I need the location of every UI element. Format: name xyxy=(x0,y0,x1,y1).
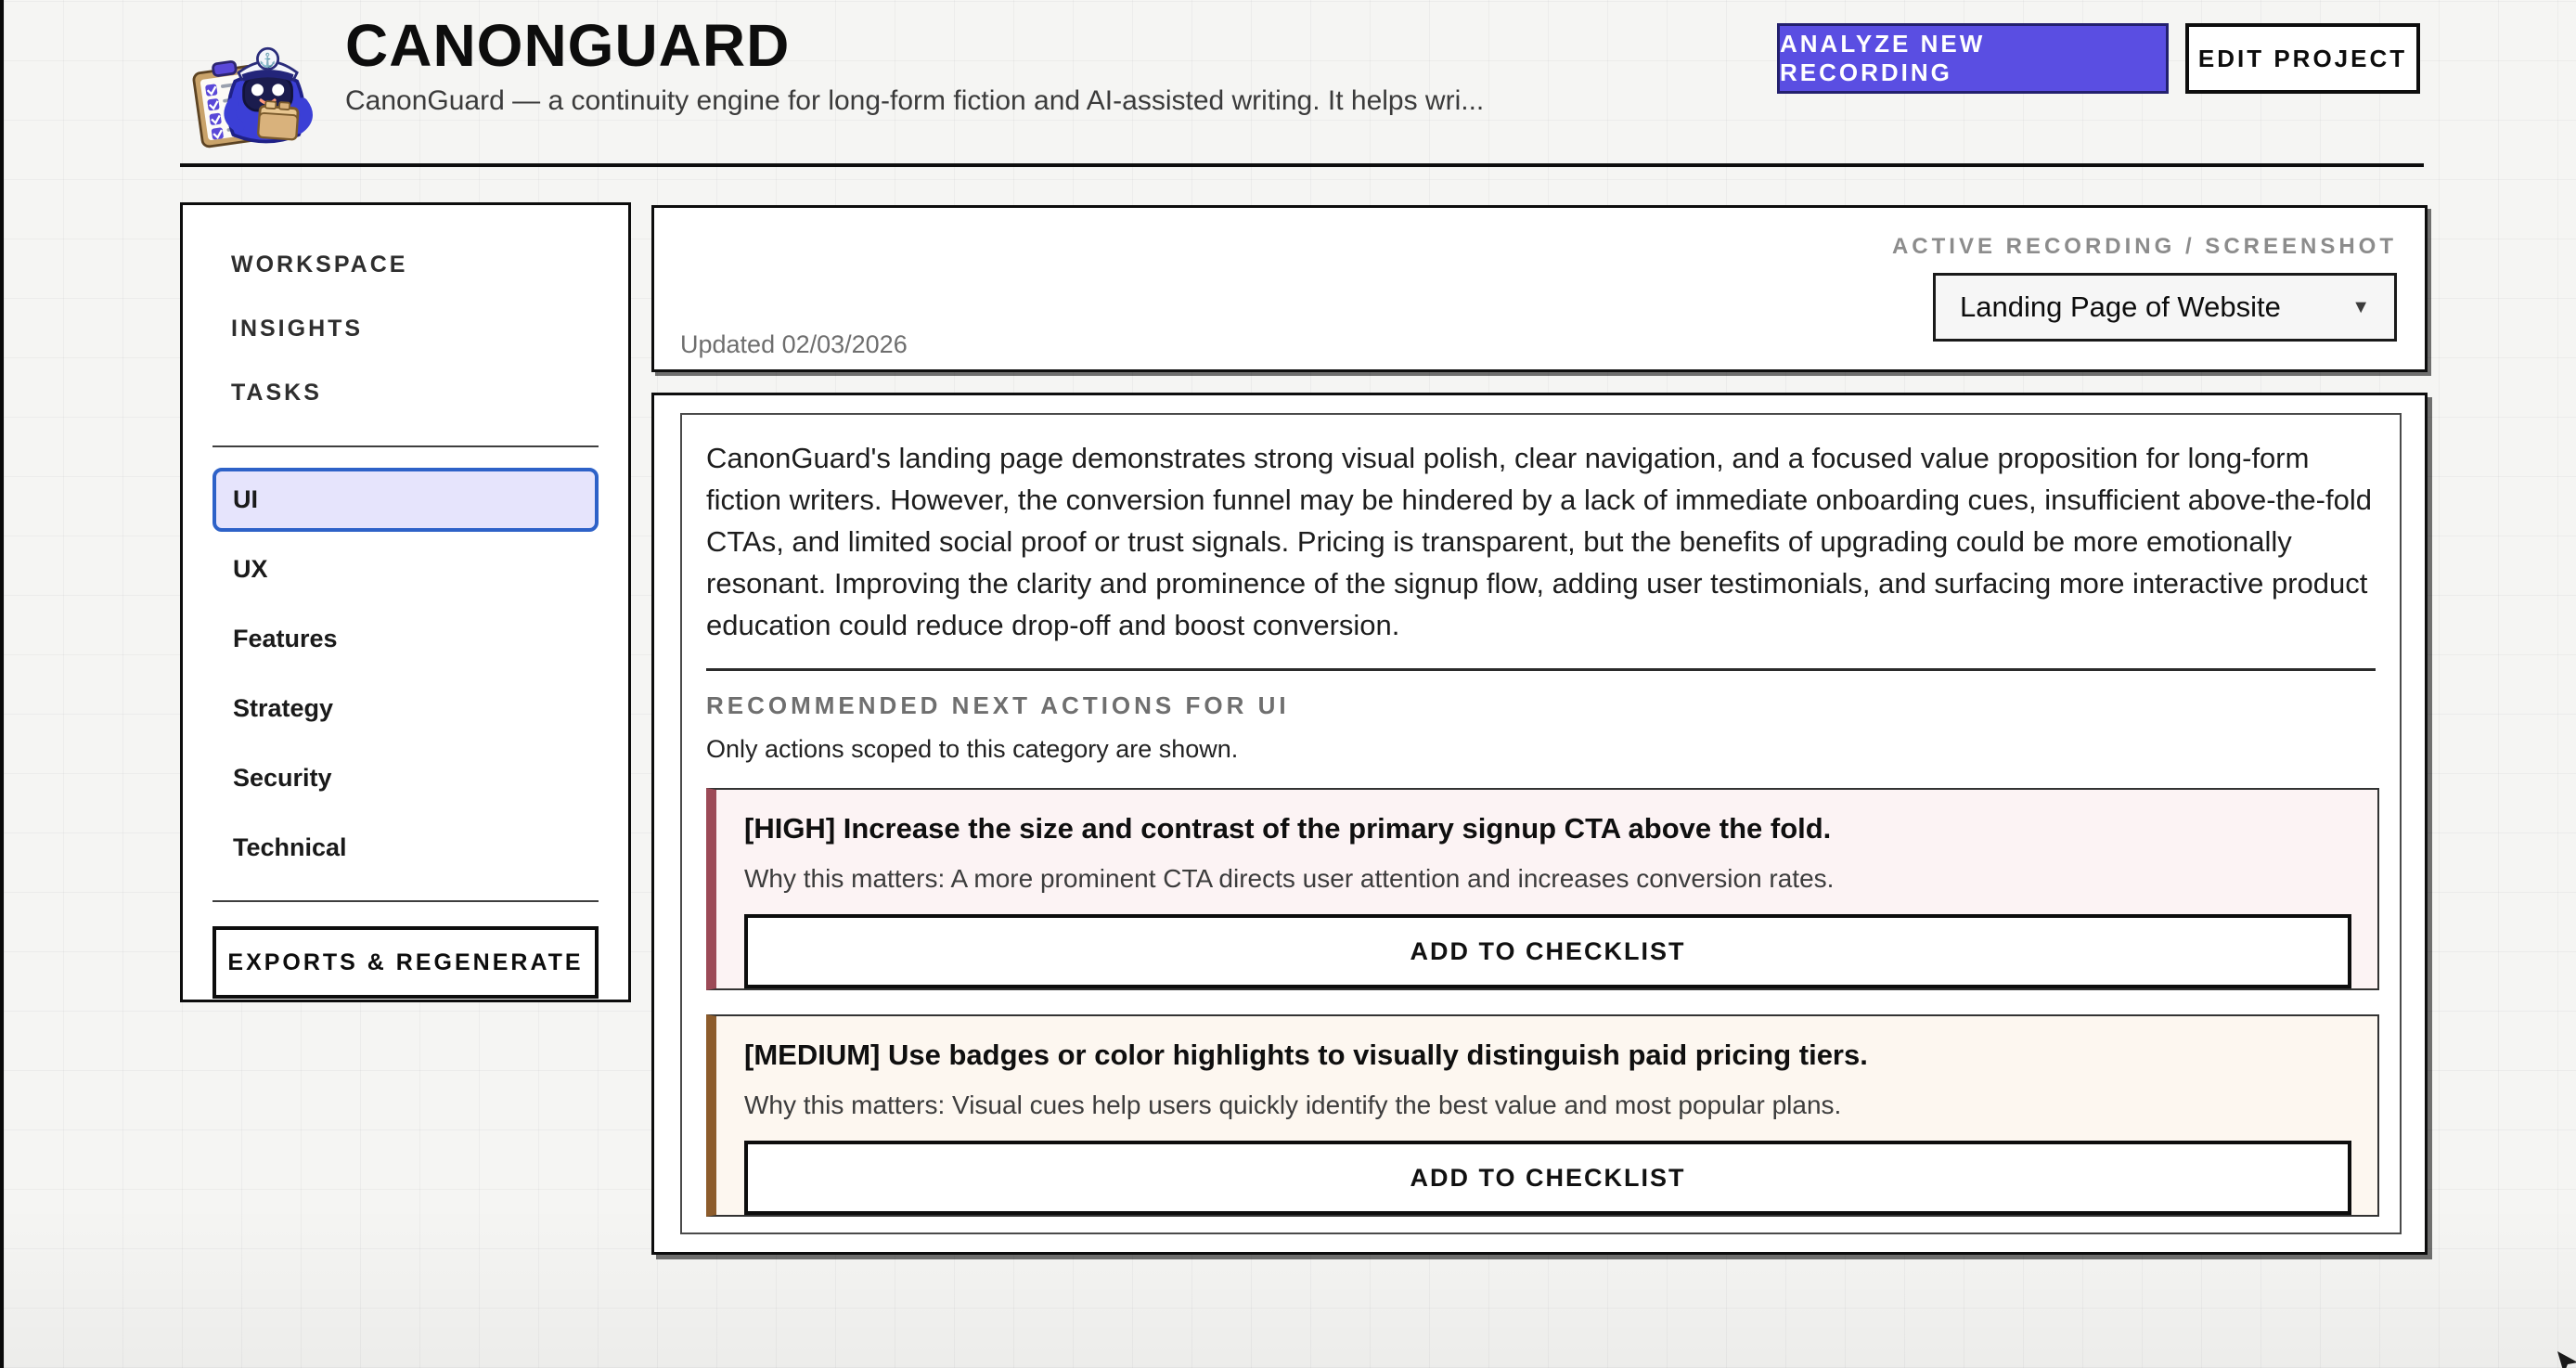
sidebar-item-workspace[interactable]: WORKSPACE xyxy=(231,252,408,277)
action-title: [MEDIUM] Use badges or color highlights to visually distinguish paid pricing tiers. xyxy=(744,1039,1868,1071)
sidebar-item-strategy[interactable]: Strategy xyxy=(233,694,334,722)
analysis-summary: CanonGuard's landing page demonstrates strong visual polish, clear navigation, and a focused value proposition for long-form fiction writers. However, the conversion funnel may be hindered by a lack of immediate onboarding cues, insufficient above-the-fold CTAs, and limited social proof or trust signals. Pricing is transparent, but the benefits of upgrading could be more emotionally resonant. Improving the clarity and prominence of the signup flow, adding user testimonials, and surfacing more interactive product education could reduce drop-off and boost conversion. xyxy=(706,442,2372,641)
recording-select-value: Landing Page of Website xyxy=(1960,290,2281,323)
sidebar-divider xyxy=(213,445,599,447)
svg-text:⚓: ⚓ xyxy=(259,53,277,69)
title-block xyxy=(345,13,1484,117)
sidebar-item-technical[interactable]: Technical xyxy=(233,833,347,861)
add-to-checklist-button[interactable]: ADD TO CHECKLIST xyxy=(744,1141,2351,1215)
mouse-cursor-icon xyxy=(2556,1349,2576,1368)
section-divider xyxy=(706,668,2376,671)
exports-regenerate-button[interactable]: EXPORTS & REGENERATE xyxy=(213,926,599,999)
app-subtitle: CanonGuard — a continuity engine for long-form fiction and AI-assisted writing. It helps wri... xyxy=(345,85,1485,117)
active-recording-panel xyxy=(651,205,2428,372)
header-actions xyxy=(1777,23,2420,94)
recording-select[interactable] xyxy=(1933,273,2397,342)
sidebar-divider xyxy=(213,900,599,902)
sidebar-item-ui[interactable]: UI xyxy=(213,468,599,532)
action-card-medium xyxy=(706,1014,2379,1217)
chevron-down-icon: ▼ xyxy=(2351,296,2370,317)
sidebar-item-ux[interactable]: UX xyxy=(233,555,268,583)
sidebar xyxy=(180,202,631,1002)
sidebar-item-tasks[interactable]: TASKS xyxy=(231,380,322,406)
sidebar-item-features[interactable]: Features xyxy=(233,625,338,652)
action-why: Why this matters: Visual cues help users quickly identify the best value and most popular plans. xyxy=(744,1091,1842,1119)
action-why: Why this matters: A more prominent CTA directs user attention and increases conversion rates. xyxy=(744,864,1835,893)
sidebar-item-security[interactable]: Security xyxy=(233,764,332,792)
sidebar-item-insights[interactable]: INSIGHTS xyxy=(231,316,364,342)
add-to-checklist-button[interactable]: ADD TO CHECKLIST xyxy=(744,914,2351,988)
canonguard-mascot-logo-icon xyxy=(180,28,321,148)
app-title: CANONGUARD xyxy=(345,12,791,79)
actions-heading: RECOMMENDED NEXT ACTIONS FOR UI xyxy=(706,691,1290,719)
action-card-high xyxy=(706,788,2379,990)
analysis-inner-box xyxy=(680,413,2402,1234)
app-header xyxy=(180,0,2420,163)
edit-project-button[interactable]: EDIT PROJECT xyxy=(2185,23,2420,94)
analysis-panel xyxy=(651,393,2428,1255)
category-list xyxy=(213,468,599,880)
header-divider xyxy=(180,163,2424,167)
actions-note: Only actions scoped to this category are shown. xyxy=(706,735,1239,763)
active-recording-label: ACTIVE RECORDING / SCREENSHOT xyxy=(1891,234,2397,259)
updated-timestamp: Updated 02/03/2026 xyxy=(680,330,908,358)
analyze-new-recording-button[interactable]: ANALYZE NEW RECORDING xyxy=(1777,23,2169,94)
action-title: [HIGH] Increase the size and contrast of the primary signup CTA above the fold. xyxy=(744,812,1832,845)
